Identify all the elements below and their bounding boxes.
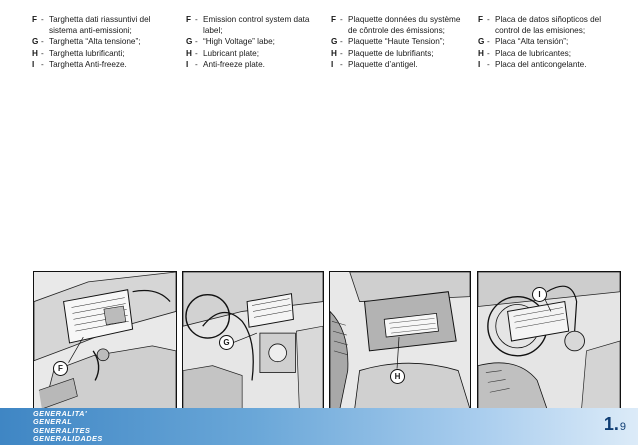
item-text: Plaquette de lubrifiants; [348,48,434,58]
item-text: Targhetta “Alta tensione”; [49,37,141,47]
item-dash: - [487,48,490,58]
item-dash: - [340,59,343,69]
list-item [186,36,326,47]
column-french [331,14,471,70]
callout-f: F [53,361,68,376]
item-dash: - [41,37,44,47]
callout-i: I [532,287,547,302]
item-text: Plaquette d’antigel. [348,59,418,69]
column-english [186,14,326,70]
item-text: Placa del anticongelante. [495,59,587,69]
item-dash: - [41,15,44,24]
engine-bay-drawing-i [478,272,620,409]
item-dash: - [487,37,490,47]
list-item [186,48,326,59]
item-letter: G [478,37,485,47]
column-spanish [478,14,618,70]
list-item [32,14,172,36]
item-letter: I [186,59,189,69]
item-dash: - [195,15,198,24]
item-text: Placa de lubricantes; [495,48,572,58]
item-text: Emission control system data label; [203,15,310,36]
item-dash: - [195,37,198,47]
section-label-italian: GENERALITA' [33,409,88,418]
item-text: Plaquette “Haute Tension”; [348,37,445,47]
list-item [478,14,618,36]
callout-g: G [219,335,234,350]
list-item [32,36,172,47]
item-letter: F [331,15,337,24]
illustration-panel-f [33,271,177,410]
item-dash: - [41,48,44,58]
illustration-panel-h [329,271,471,410]
section-labels [33,410,103,444]
section-label-english: GENERAL [33,417,73,427]
list-item [32,59,172,70]
page-number-main: 1. [603,414,619,434]
item-dash: - [340,37,343,47]
page-number [604,414,626,435]
list-item [186,14,326,36]
item-dash: - [340,15,343,24]
callout-h: H [390,369,405,384]
engine-bay-drawing-f [34,272,176,409]
item-letter: I [478,59,481,69]
item-dash: - [195,59,198,69]
item-letter: H [186,48,192,58]
illustration-panel-i [477,271,621,410]
section-label-french: GENERALITES [33,425,91,435]
list-item [331,36,471,47]
item-dash: - [487,59,490,69]
item-dash: - [41,59,44,69]
list-item [478,48,618,59]
footer [0,408,638,445]
item-letter: G [32,37,39,47]
item-letter: G [186,37,193,47]
item-text: “High Voltage” labe; [203,37,275,47]
illustration-panel-g [182,271,324,410]
page-number-sub: 9 [619,421,626,433]
column-italian [32,14,172,70]
item-letter: F [32,15,38,24]
list-item [478,59,618,70]
item-text: Lubricant plate; [203,48,259,58]
item-text: Targhetta Anti-freeze. [49,59,127,69]
item-text: Targhetta dati riassuntivi del sistema anti-emissioni; [49,15,151,36]
item-letter: H [32,48,38,58]
list-item [331,59,471,70]
engine-bay-drawing-h [330,272,470,409]
item-dash: - [340,48,343,58]
section-label-spanish: GENERALIDADES [33,434,103,444]
item-text: Targhetta lubrificanti; [49,48,125,58]
list-item [32,48,172,59]
item-dash: - [195,48,198,58]
item-text: Placa “Alta tensión”; [495,37,569,47]
list-item [478,36,618,47]
list-item [331,14,471,36]
engine-bay-drawing-g [183,272,323,409]
item-text: Anti-freeze plate. [203,59,265,69]
list-item [331,48,471,59]
item-letter: H [478,48,484,58]
list-item [186,59,326,70]
item-text: Plaquette données du système de côntrole des émissions; [348,15,461,36]
item-dash: - [487,15,490,24]
item-letter: H [331,48,337,58]
item-letter: G [331,37,338,47]
item-letter: I [331,59,334,69]
item-letter: I [32,59,35,69]
item-text: Placa de datos siñopticos del control de las emisiones; [495,15,602,36]
item-letter: F [478,15,484,24]
item-letter: F [186,15,192,24]
